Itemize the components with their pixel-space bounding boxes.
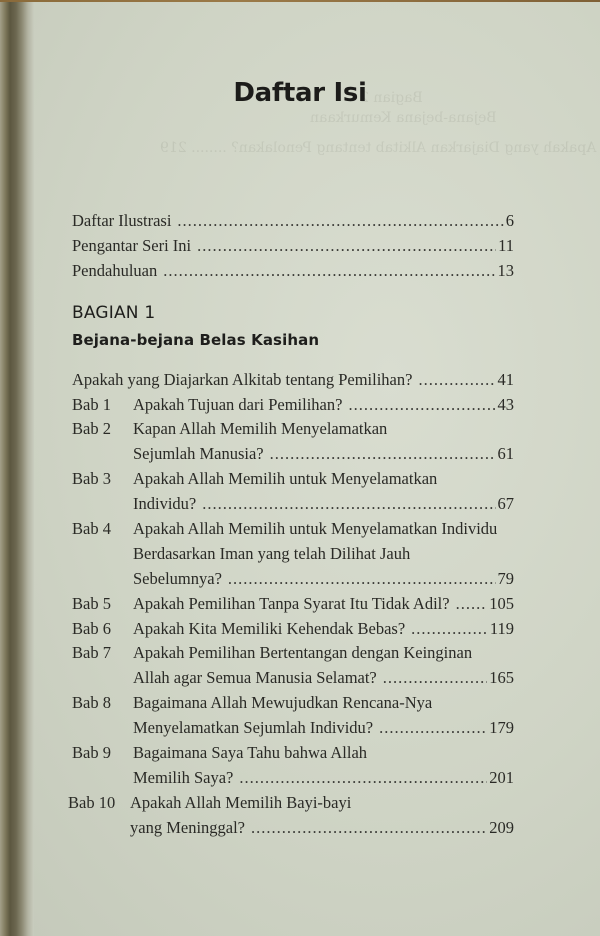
dot-leader: [418, 370, 495, 390]
chapter-title-continued: Memilih Saya?: [133, 768, 234, 787]
chapter-title-continued: Berdasarkan Iman yang telah Dilihat Jauh: [133, 544, 411, 563]
part-title: Bejana-bejana Belas Kasihan: [72, 331, 320, 349]
chapter-title: Apakah Allah Memilih untuk Menyelamatkan: [133, 469, 438, 488]
chapter-title-line: [133, 395, 514, 415]
dot-leader: [270, 444, 496, 464]
toc-page-number: 201: [489, 768, 514, 787]
toc-page-number: 105: [489, 594, 514, 613]
toc-page-number: 67: [497, 494, 514, 513]
dot-leader: [379, 718, 487, 738]
toc-page-number: 79: [497, 569, 514, 588]
toc-page-number: 13: [497, 261, 514, 280]
chapter-number: Bab 9: [72, 743, 111, 762]
toc-page-number: 165: [489, 668, 514, 687]
chapter-number: Bab 4: [72, 519, 111, 538]
book-gutter-shadow: [0, 2, 34, 936]
chapter-title: Kapan Allah Memilih Menyelamatkan: [133, 419, 388, 438]
dot-leader: [228, 569, 496, 589]
dot-leader: [177, 211, 503, 231]
toc-entry-label: Pendahuluan: [72, 261, 158, 280]
chapter-number: Bab 1: [72, 395, 111, 414]
show-through-text: Bagian 2: [360, 90, 423, 106]
chapter-title-line: [130, 818, 514, 838]
chapter-title: Apakah Kita Memiliki Kehendak Bebas?: [133, 619, 406, 638]
toc-page-number: 41: [497, 370, 514, 389]
toc-page-number: 43: [497, 395, 514, 414]
toc-entry-label: Pengantar Seri Ini: [72, 236, 192, 255]
dot-leader: [239, 768, 487, 788]
toc-page-number: 6: [505, 211, 514, 230]
page-title: Daftar Isi: [233, 78, 367, 108]
toc-page-number: 209: [489, 818, 514, 837]
chapter-title: Apakah Allah Memilih untuk Menyelamatkan Individu: [133, 519, 498, 538]
book-page: [0, 2, 600, 936]
chapter-title-continued: Menyelamatkan Sejumlah Individu?: [133, 718, 374, 737]
chapter-title-continued: Individu?: [133, 494, 197, 513]
chapter-number: Bab 6: [72, 619, 111, 638]
chapter-number: Bab 10: [68, 793, 116, 812]
chapter-title: Apakah Pemilihan Bertentangan dengan Keinginan: [133, 643, 473, 662]
toc-entry-front-matter: [72, 261, 514, 285]
chapter-title-line: [133, 718, 514, 738]
dot-leader: [251, 818, 487, 838]
chapter-title: Apakah Tujuan dari Pemilihan?: [133, 395, 343, 414]
chapter-number: Bab 8: [72, 693, 111, 712]
part-label: BAGIAN 1: [72, 303, 156, 323]
toc-entry-front-matter: [72, 236, 514, 260]
toc-page-number: 179: [489, 718, 514, 737]
toc-page-number: 119: [489, 619, 514, 638]
chapter-title: Apakah Allah Memilih Bayi-bayi: [130, 793, 352, 812]
toc-entry-front-matter: [72, 211, 514, 235]
dot-leader: [383, 668, 487, 688]
chapter-number: Bab 3: [72, 469, 111, 488]
dot-leader: [456, 594, 488, 614]
dot-leader: [348, 395, 495, 415]
dot-leader: [197, 236, 496, 256]
chapter-title-continued: Allah agar Semua Manusia Selamat?: [133, 668, 377, 687]
chapter-title-continued: Sebelumnya?: [133, 569, 222, 588]
chapter-title-line: [133, 619, 514, 639]
chapter-title-line: [133, 594, 514, 614]
chapter-title-line: [133, 444, 514, 464]
toc-entry-label: Apakah yang Diajarkan Alkitab tentang Pemilihan?: [72, 370, 413, 389]
dot-leader: [202, 494, 495, 514]
show-through-text: Apakah yang Diajarkan Alkitab tentang Penolakan? ........ 219: [160, 140, 597, 156]
dot-leader: [411, 619, 488, 639]
chapter-number: Bab 7: [72, 643, 111, 662]
dot-leader: [163, 261, 495, 281]
show-through-text: Bejana-bejana Kemurkaan: [310, 110, 497, 126]
chapter-number: Bab 5: [72, 594, 111, 613]
toc-page-number: 61: [497, 444, 514, 463]
chapter-title-line: [133, 569, 514, 589]
chapter-title: Apakah Pemilihan Tanpa Syarat Itu Tidak Adil?: [133, 594, 450, 613]
chapter-title: Bagaimana Allah Mewujudkan Rencana-Nya: [133, 693, 433, 712]
chapter-title-line: [133, 768, 514, 788]
chapter-title-line: [133, 494, 514, 514]
chapter-number: Bab 2: [72, 419, 111, 438]
chapter-title-continued: Sejumlah Manusia?: [133, 444, 264, 463]
toc-entry-part-intro: [72, 370, 514, 394]
chapter-title-line: [133, 668, 514, 688]
chapter-title: Bagaimana Saya Tahu bahwa Allah: [133, 743, 368, 762]
toc-entry-label: Daftar Ilustrasi: [72, 211, 172, 230]
chapter-title-continued: yang Meninggal?: [130, 818, 246, 837]
toc-page-number: 11: [498, 236, 514, 255]
